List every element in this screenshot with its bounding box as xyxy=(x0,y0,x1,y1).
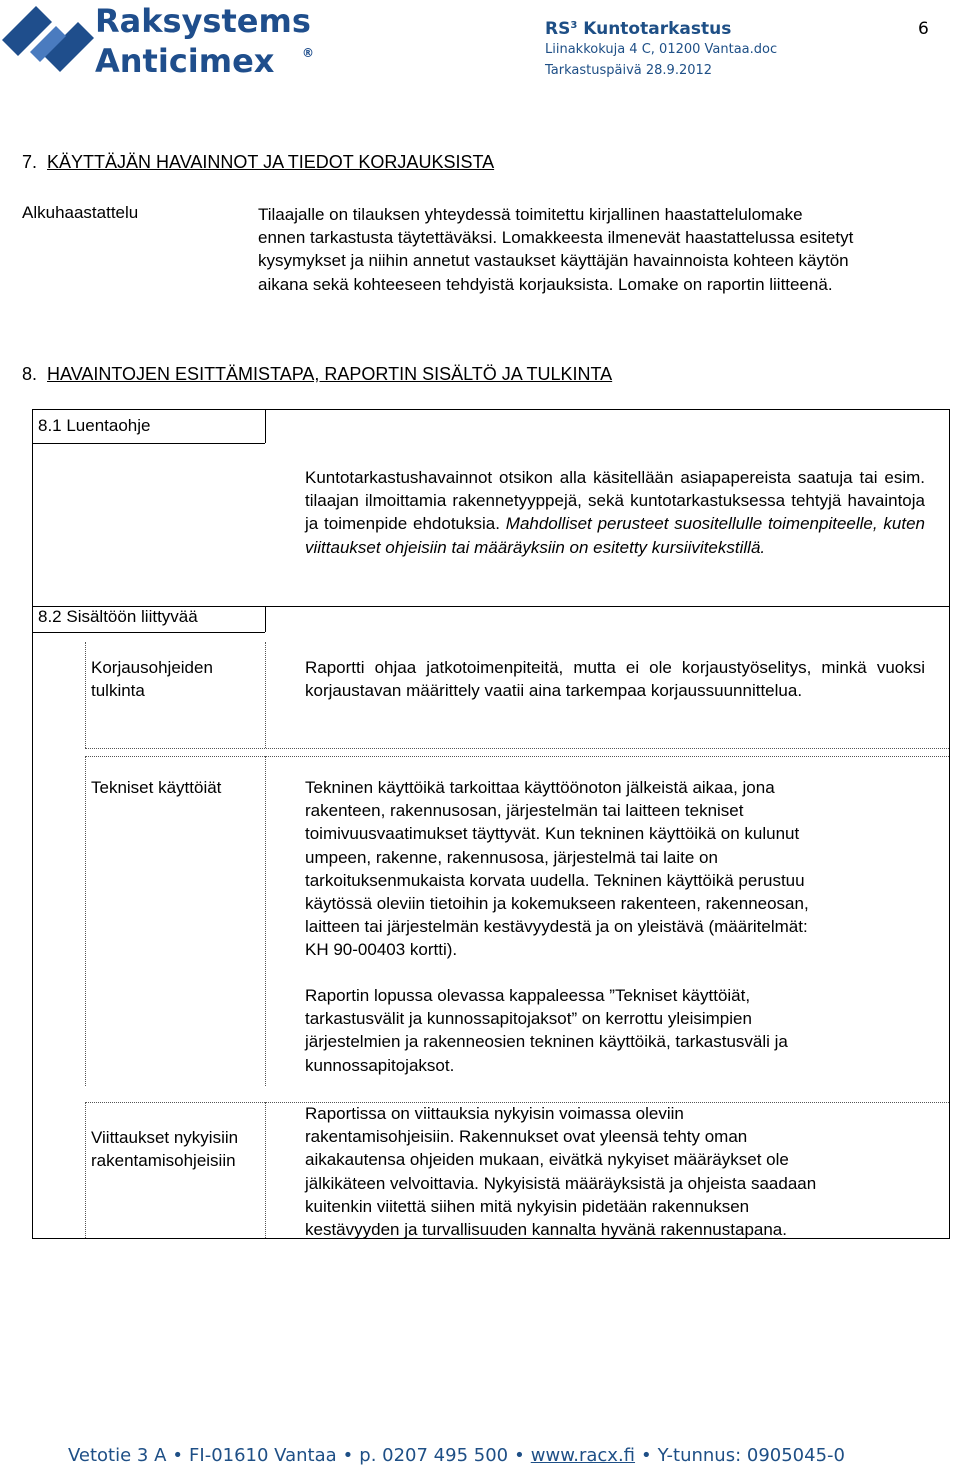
row-label-building-code-references xyxy=(91,1126,238,1172)
row-text-line: jälkikäteen velvoittavia. Nykyisistä määräyksistä ja ohjeista saadaan xyxy=(305,1173,817,1193)
footer-website-link[interactable]: www.racx.fi xyxy=(530,1445,636,1466)
row-text-repair-guidance: Raportti ohjaa jatkotoimenpiteitä, mutta ei ole korjaustyöselitys, minkä vuoksi korjaustavan määrittely vaatii aina tarkempaa korjaussuunnittelua. xyxy=(305,658,925,701)
subsection-8-1-italic-note: Mahdolliset perusteet suositellulle toimenpiteelle, kuten viittaukset ohjeisiin tai määräyksiin on esitetty kursiivitekstillä. xyxy=(305,514,925,557)
document-title xyxy=(545,19,731,39)
footer-phone: p. 0207 495 500 xyxy=(359,1445,509,1466)
row-text-line: tarkoituksenmukaista korvata uudella. Tekninen käyttöikä perustuu xyxy=(305,870,805,890)
logo-line-2: Anticimex xyxy=(95,42,275,80)
row-text-line: kuitenkin viitettä siihen mitä nykyisin pidetään rakennuksen xyxy=(305,1196,750,1216)
logo-registered-mark: ® xyxy=(302,46,314,60)
row-text-line: käytössä oleviin tietoihin ja kokemukseen rakenteen, rakenneosan, xyxy=(305,894,809,914)
table-rule xyxy=(85,1102,86,1238)
subsection-8-2-label: 8.2 Sisältöön liittyvää xyxy=(38,607,198,626)
table-rule xyxy=(265,606,266,632)
section-7-number: 7. xyxy=(22,152,38,172)
row-text-technical-lifespan xyxy=(305,776,935,962)
subsection-8-1-label: 8.1 Luentaohje xyxy=(38,416,151,435)
section-8-number: 8. xyxy=(22,364,38,384)
row-label-technical-lifespan xyxy=(91,776,221,799)
row-text-line: järjestelmien ja rakenneosien tekninen käyttöikä, tarkastusväli ja xyxy=(305,1032,788,1052)
row-text-line: aikakautensa ohjeiden mukaan, eivätkä nykyiset määräykset ole xyxy=(305,1150,789,1170)
section-7-line: aikana sekä kohteeseen tehdyistä korjauksista. Lomake on raportin liitteenä. xyxy=(258,274,833,294)
logo-line-1: Raksystems xyxy=(95,2,311,40)
subsection-8-1-text xyxy=(305,466,925,559)
row-text-line: rakentamisohjeisiin. Rakennukset ovat yleensä tehty oman xyxy=(305,1127,748,1147)
section-7-line: Tilaajalle on tilauksen yhteydessä toimitettu kirjallinen haastattelulomake xyxy=(258,205,803,224)
section-8-title: HAVAINTOJEN ESITTÄMISTAPA, RAPORTIN SISÄLTÖ JA TULKINTA xyxy=(47,364,613,384)
row-text-line: Raportissa on viittauksia nykyisin voimassa oleviin xyxy=(305,1104,684,1123)
table-rule xyxy=(33,632,265,633)
title-superscript: 3 xyxy=(570,20,578,31)
footer-separator: • xyxy=(641,1445,652,1466)
page-footer xyxy=(68,1445,845,1466)
title-rest: Kuntotarkastus xyxy=(577,19,732,39)
footer-separator: • xyxy=(342,1445,354,1466)
company-logo xyxy=(0,0,330,85)
page-number: 6 xyxy=(918,19,929,39)
table-rule xyxy=(265,642,266,748)
row-text-line: kestävyyden ja turvallisuuden kannalta hyvänä rakennustapana. xyxy=(305,1220,787,1240)
row-text-line: toimivuusvaatimukset täyttyvät. Kun tekninen käyttöikä on kulunut xyxy=(305,824,800,844)
row-text-line: kunnossapitojaksot. xyxy=(305,1055,455,1075)
row-text-line: Tekninen käyttöikä tarkoittaa käyttöönoton jälkeistä aikaa, jona xyxy=(305,778,775,797)
row-text-technical-lifespan-2 xyxy=(305,984,935,1077)
row-label-line: Tekniset käyttöiät xyxy=(91,778,222,797)
section-8-heading xyxy=(22,364,612,385)
row-text-line: tarkastusvälit ja kunnossapitojaksot” on kerrottu yleisimpien xyxy=(305,1009,752,1029)
title-prefix: RS xyxy=(545,19,571,39)
table-rule xyxy=(265,756,266,1086)
document-filename: Liinakkokuja 4 C, 01200 Vantaa.doc xyxy=(545,42,778,57)
table-rule xyxy=(265,1102,266,1238)
section-7-body xyxy=(258,203,938,296)
section-7-line: ennen tarkastusta täytettäväksi. Lomakkeesta ilmenevät haastattelussa esitetyt xyxy=(258,228,854,248)
table-rule xyxy=(265,410,266,443)
row-label-line: tulkinta xyxy=(91,681,145,701)
row-text-line: KH 90-00403 kortti). xyxy=(305,940,458,960)
table-rule xyxy=(85,642,86,748)
footer-postal: FI-01610 Vantaa xyxy=(189,1445,337,1466)
section-7-line: kysymykset ja niihin annetut vastaukset käyttäjän havainnoista kohteen käytön xyxy=(258,251,849,271)
row-label-line: Korjausohjeiden xyxy=(91,658,213,677)
row-text-line: umpeen, rakenne, rakennusosa, järjestelmä tai laite on xyxy=(305,847,718,867)
table-rule xyxy=(85,748,949,749)
footer-address: Vetotie 3 A xyxy=(68,1445,167,1466)
footer-separator: • xyxy=(172,1445,184,1466)
table-rule xyxy=(85,756,86,1086)
subsection-8-1-body: Kuntotarkastushavainnot otsikon alla käsitellään asiapapereista saatuja tai esim. tilaajan ilmoittamia rakennetyyppejä, sekä kuntotarkastuksessa tehtyjä havaintoja ja toimenpide ehdotuksia. xyxy=(305,468,925,534)
row-label-line: Viittaukset nykyisiin xyxy=(91,1128,239,1147)
section-7-label: Alkuhaastattelu xyxy=(22,203,139,222)
row-text-building-code-references xyxy=(305,1102,935,1241)
table-rule xyxy=(33,443,265,444)
row-label-repair-guidance xyxy=(91,656,213,702)
footer-business-id: Y-tunnus: 0905045-0 xyxy=(657,1445,845,1466)
row-text-line: rakenteen, rakennusosan, järjestelmän tai laitteen tekniset xyxy=(305,801,744,821)
section-7-title: KÄYTTÄJÄN HAVAINNOT JA TIEDOT KORJAUKSISTA xyxy=(47,152,495,172)
row-label-line: rakentamisohjeisiin xyxy=(91,1151,236,1171)
footer-separator: • xyxy=(514,1445,525,1466)
section-7-heading xyxy=(22,152,494,173)
row-text-line: laitteen tai järjestelmän kestävyydestä ja on yleistävä (määritelmät: xyxy=(305,917,808,937)
table-rule xyxy=(85,756,949,757)
inspection-date: Tarkastuspäivä 28.9.2012 xyxy=(545,63,713,78)
row-text-line: Raportin lopussa olevassa kappaleessa ”Tekniset käyttöiät, xyxy=(305,986,751,1005)
